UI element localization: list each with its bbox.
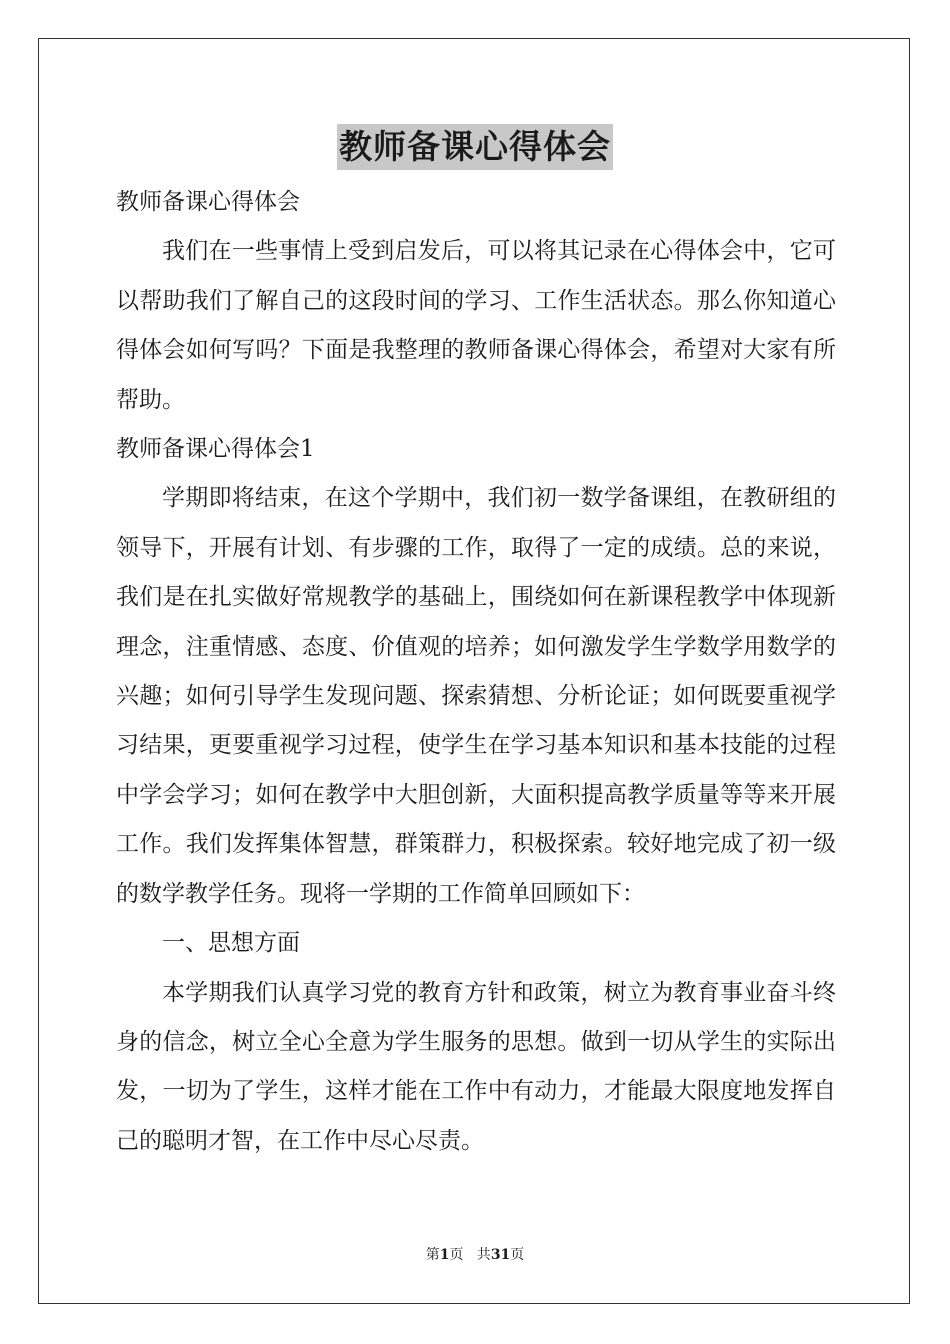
footer-current-page: 1 [439,1247,450,1263]
body-paragraph: 本学期我们认真学习党的教育方针和政策，树立为教育事业奋斗终身的信念，树立全心全意为学生服务的思想。做到一切从学生的实际出发，一切为了学生，这样才能在工作中有动力，才能最大限度地发挥自己的聪明才智，在工作中尽心尽责。 [116,979,836,1154]
intro-paragraph: 我们在一些事情上受到启发后，可以将其记录在心得体会中，它可以帮助我们了解自己的这段时间的学习、工作生活状态。那么你知道心得体会如何写吗？下面是我整理的教师备课心得体会，希望对大家有所帮助。 [116,238,836,413]
document-title: 教师备课心得体会 [337,124,613,170]
section-heading: 教师备课心得体会1 [116,436,315,463]
subsection-heading: 一、思想方面 [162,930,300,957]
subtitle-paragraph: 教师备课心得体会 [116,189,300,215]
footer-middle: 页 共 [449,1247,491,1263]
footer-prefix: 第 [425,1247,440,1263]
title-container [0,124,950,170]
footer-suffix: 页 [510,1247,525,1263]
footer-total-pages: 31 [490,1247,511,1263]
document-body [116,178,836,1166]
body-paragraph: 学期即将结束，在这个学期中，我们初一数学备课组，在教研组的领导下，开展有计划、有步骤的工作，取得了一定的成绩。总的来说，我们是在扎实做好常规教学的基础上，围绕如何在新课程教学中体现新理念，注重情感、态度、价值观的培养；如何激发学生学数学用数学的兴趣；如何引导学生发现问题、探索猜想、分析论证；如何既要重视学习结果，更要重视学习过程，使学生在学习基本知识和基本技能的过程中学会学习；如何在教学中大胆创新，大面积提高教学质量等等来开展工作。我们发挥集体智慧，群策群力，积极探索。较好地完成了初一级的数学教学任务。现将一学期的工作简单回顾如下： [116,485,836,907]
page-footer [0,1245,950,1265]
